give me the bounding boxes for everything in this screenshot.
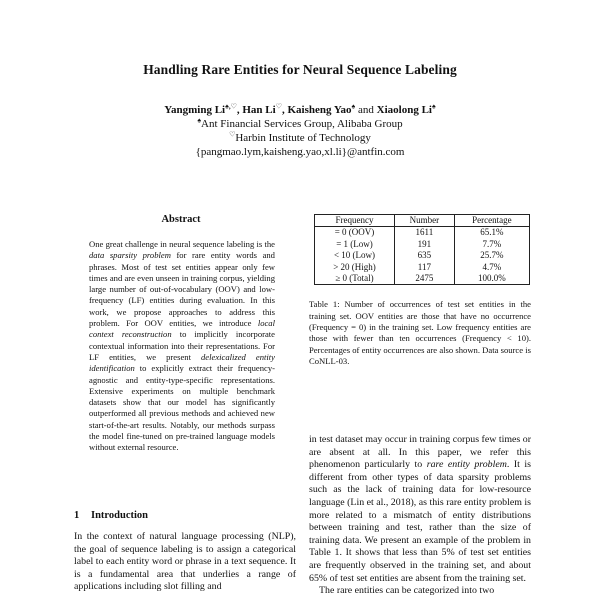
affiliation-2-mark: ♡ bbox=[229, 130, 236, 139]
table-cell: 7.7% bbox=[454, 239, 529, 250]
author-2-marks: ♡ bbox=[275, 102, 282, 111]
table-row bbox=[315, 250, 530, 261]
abstract-text: One great challenge in neural sequence labeling is the data sparsity problem for rare entity words and phrases. Most of test set entities appear only few times and are even unseen in training corpus, yielding large number of out-of-vocabulary (OOV) and low-frequency (LF) entities during evaluation. In this work, we propose approaches to address this problem. For OOV entities, we introduce local context reconstruction to implicitly incorporate contextual information into their representations. For LF entities, we present delexicalized entity identification to explicitly extract their frequency-agnostic and entity-type-specific representations. Extensive experiments on multiple benchmark datasets show that our model has significantly outperformed all previous methods and achieved new start-of-the-art results. Notably, our methods surpass the model fine-tuned on pre-trained language models without external resource. bbox=[89, 239, 275, 453]
table-row bbox=[315, 239, 530, 250]
author-email: {pangmao.lym,kaisheng.yao,xl.li}@antfin.com bbox=[195, 146, 405, 158]
table-row bbox=[315, 227, 530, 239]
table-cell: ≥ 0 (Total) bbox=[315, 273, 395, 285]
table-cell: 1611 bbox=[395, 227, 455, 239]
table-header-row bbox=[315, 215, 530, 227]
author-4-marks: ♠ bbox=[431, 102, 436, 111]
right-column bbox=[309, 214, 531, 367]
table-cell: = 0 (OOV) bbox=[315, 227, 395, 239]
table-row bbox=[315, 262, 530, 273]
abstract-emphasis-1: data sparsity problem bbox=[89, 250, 171, 261]
author-block bbox=[0, 103, 600, 159]
author-1-marks: ♠,♡ bbox=[225, 102, 237, 111]
body-paragraph-next: The rare entities can be categorized into two bbox=[319, 585, 495, 596]
author-and: and bbox=[358, 104, 374, 116]
table-caption: Table 1: Number of occurrences of test set entities in the training set. OOV entities are those that have no occurrence (Frequency = 0) in the training set. Low frequency entities are those with fewer than ten occurrences (Frequency < 10). Percentages of entity occurrences are also shown. Data source is CoNLL-03. bbox=[309, 299, 531, 366]
table-cell: 117 bbox=[395, 262, 455, 273]
introduction-text: In the context of natural language processing (NLP), the goal of sequence labeling is to assign a categorical label to each entity word or phrase in a text sequence. It is a fundamental area that underlies a range of applications including slot filling and bbox=[74, 531, 296, 593]
table-cell: > 20 (High) bbox=[315, 262, 395, 273]
table-cell: 635 bbox=[395, 250, 455, 261]
table-cell: = 1 (Low) bbox=[315, 239, 395, 250]
table-cell: 100.0% bbox=[454, 273, 529, 285]
table-cell: 4.7% bbox=[454, 262, 529, 273]
table-cell: < 10 (Low) bbox=[315, 250, 395, 261]
table-header-cell: Percentage bbox=[454, 215, 529, 227]
abstract-emphasis-2: local context reconstruction bbox=[89, 318, 275, 340]
affiliation-1-mark: ♠ bbox=[197, 116, 202, 125]
section-title: Introduction bbox=[91, 510, 148, 521]
abstract-heading: Abstract bbox=[161, 214, 201, 225]
affiliation-2 bbox=[0, 131, 600, 145]
table-cell: 191 bbox=[395, 239, 455, 250]
body-paragraph: in test dataset may occur in training corpus few times or are absent at all. In this paper, we refer this phenomenon particularly to rare entity problem. It is different from other types of data sparsity problems such as the lack of training data for low-resource language (Lin et al., 2018), as this rare entity problem is more related to a mismatch of entity distributions between training and test, rather than the size of training data. We present an example of the problem in Table 1. It shows that less than 5% of test set entities are frequently observed in the training set, and about 65% of test set entities are absent from the training set. bbox=[309, 434, 531, 584]
affiliation-1 bbox=[0, 117, 600, 131]
frequency-table bbox=[314, 214, 530, 285]
author-3: Kaisheng Yao bbox=[287, 104, 352, 116]
section-heading-introduction bbox=[74, 510, 148, 521]
author-4: Xiaolong Li bbox=[376, 104, 432, 116]
affiliation-1-text: Ant Financial Services Group, Alibaba Group bbox=[201, 118, 403, 130]
author-3-marks: ♠ bbox=[351, 102, 356, 111]
table-cell: 65.1% bbox=[454, 227, 529, 239]
table-row bbox=[315, 273, 530, 285]
author-1: Yangming Li bbox=[164, 104, 226, 116]
left-column bbox=[74, 214, 288, 454]
table-header-cell: Number bbox=[395, 215, 455, 227]
table-cell: 2475 bbox=[395, 273, 455, 285]
author-names: Yangming Li♠,♡, Han Li♡, Kaisheng Yao♠ and Xiaolong Li♠ bbox=[164, 102, 436, 116]
body-emphasis: rare entity problem bbox=[426, 459, 507, 471]
abstract-emphasis-3: delexicalized entity identification bbox=[89, 351, 275, 374]
table-cell: 25.7% bbox=[454, 250, 529, 261]
paper-title: Handling Rare Entities for Neural Sequence Labeling bbox=[143, 62, 457, 77]
affiliation-2-text: Harbin Institute of Technology bbox=[235, 132, 371, 144]
section-number: 1 bbox=[74, 510, 80, 521]
author-2: Han Li bbox=[242, 104, 276, 116]
table-header-cell: Frequency bbox=[315, 215, 395, 227]
